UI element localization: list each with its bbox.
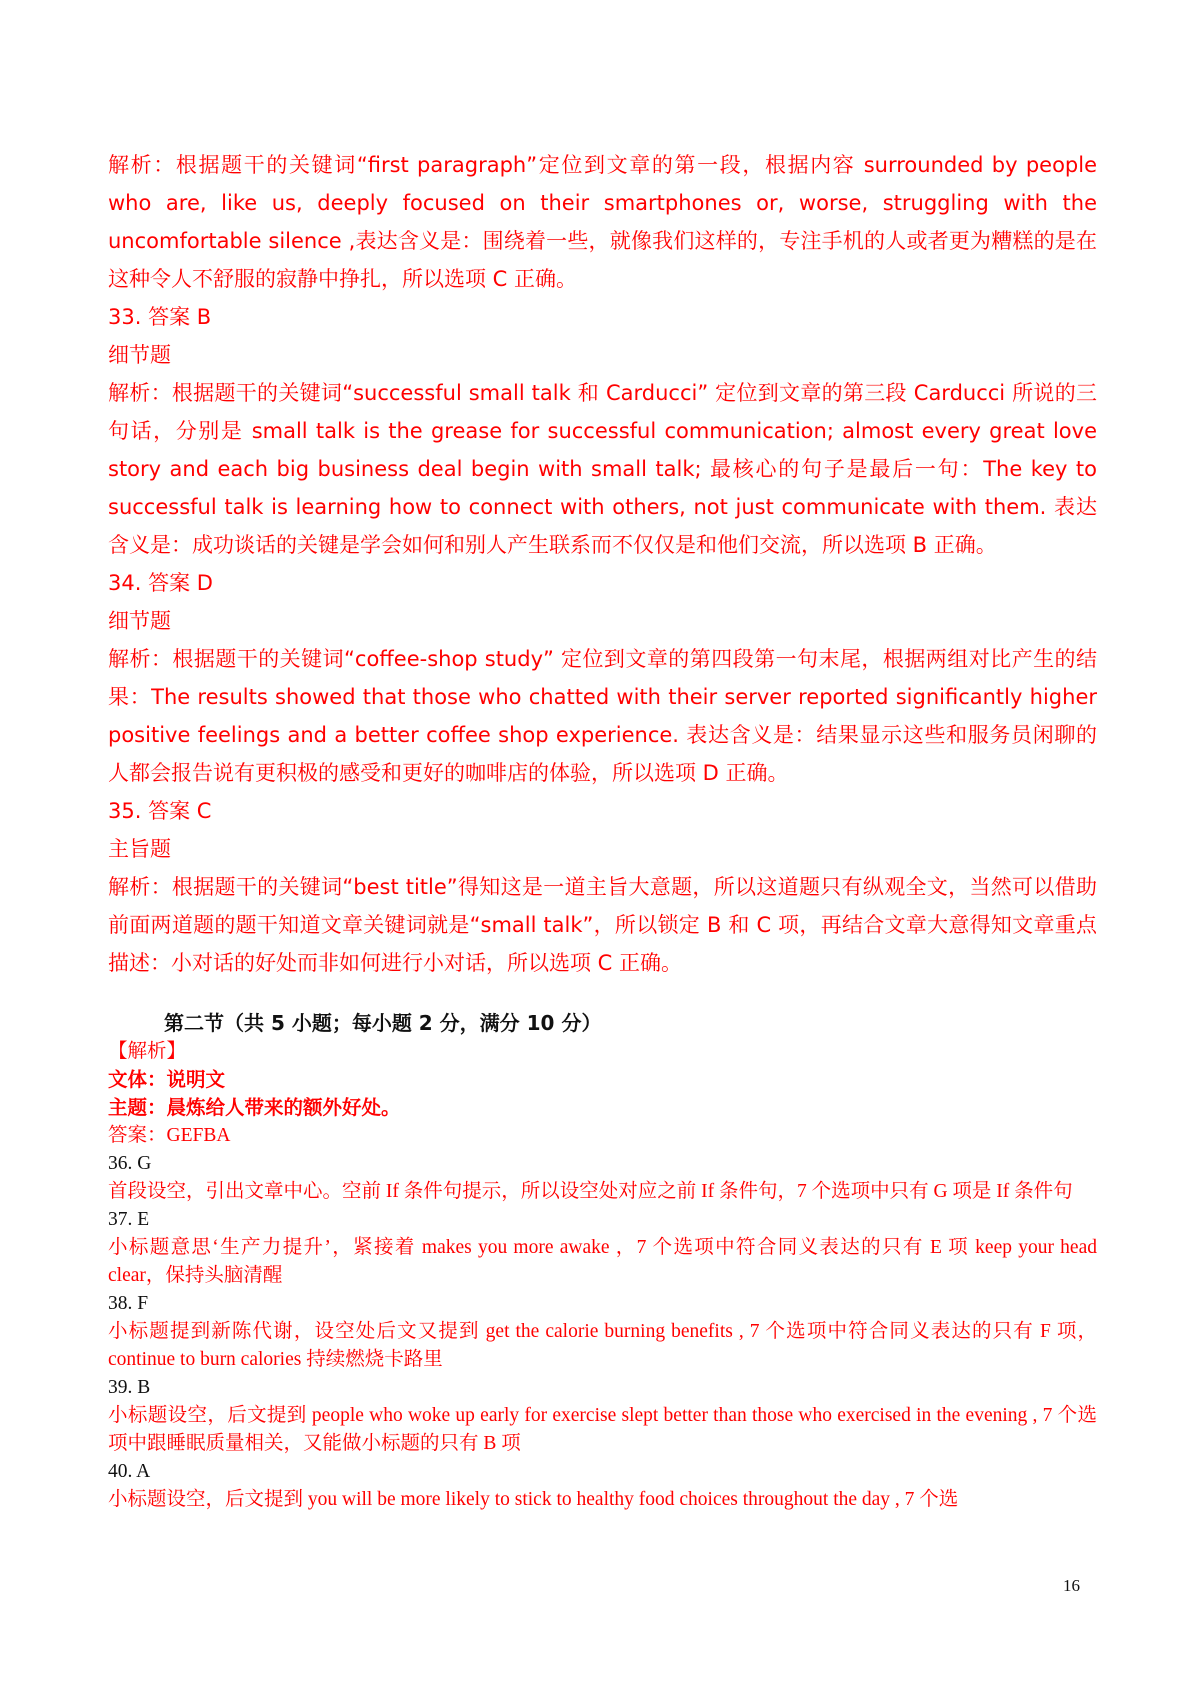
answer-explanations-section-two: [108, 1008, 1097, 1514]
explanation-32: 解析：根据题干的关键词“first paragraph”定位到文章的第一段，根据内容 surrounded by people who are, like us, deeply focused on their smartphones or, worse, struggling with the uncomfortable silence ,表达含义是：围绕着一些，就像我们这样的，专注手机的人或者更为糟糕的是在这种令人不舒服的寂静中挣扎，所以选项 C 正确。: [108, 153, 1097, 291]
answer-33: 33. 答案 B: [108, 305, 212, 329]
section-heading: 第二节（共 5 小题；每小题 2 分，满分 10 分）: [164, 1011, 602, 1035]
explanation-40: 小标题设空，后文提到 you will be more likely to stick to healthy food choices throughout the day , 7 个选: [108, 1489, 959, 1510]
analysis-label: 【解析】: [108, 1041, 187, 1062]
page-content: [108, 146, 1097, 1514]
explanation-35: 解析：根据题干的关键词“best title”得知这是一道主旨大意题，所以这道题只有纵观全文，当然可以借助前面两道题的题干知道文章关键词就是“small talk”，所以锁定 B 和 C 项，再结合文章大意得知文章重点描述：小对话的好处而非如何进行小对话，所以选项 C 正确。: [108, 875, 1097, 975]
explanation-39: 小标题设空，后文提到 people who woke up early for exercise slept better than those who exercised in the evening , 7 个选项中跟睡眠质量相关，又能做小标题的只有 B 项: [108, 1405, 1097, 1454]
answer-36: 36. G: [108, 1153, 152, 1174]
explanation-37: 小标题意思‘生产力提升’，紧接着 makes you more awake ，7 个选项中符合同义表达的只有 E 项 keep your head clear，保持头脑清醒: [108, 1237, 1097, 1286]
question-type-33: 细节题: [108, 343, 171, 367]
answer-explanations-section-one: [108, 146, 1097, 982]
answer-37: 37. E: [108, 1209, 150, 1230]
explanation-38: 小标题提到新陈代谢，设空处后文又提到 get the calorie burning benefits , 7 个选项中符合同义表达的只有 F 项，continue to burn calories 持续燃烧卡路里: [108, 1321, 1097, 1370]
answer-38: 38. F: [108, 1293, 149, 1314]
answer-34: 34. 答案 D: [108, 571, 213, 595]
genre-line: 文体：说明文: [108, 1068, 226, 1091]
question-type-34: 细节题: [108, 609, 171, 633]
explanation-34: 解析：根据题干的关键词“coffee-shop study” 定位到文章的第四段第一句末尾，根据两组对比产生的结果：The results showed that those who chatted with their server reported significantly higher positive feelings and a better coffee shop experience. 表达含义是：结果显示这些和服务员闲聊的人都会报告说有更积极的感受和更好的咖啡店的体验，所以选项 D 正确。: [108, 647, 1097, 785]
page-number: 16: [1063, 1576, 1080, 1595]
explanation-33: 解析：根据题干的关键词“successful small talk 和 Carducci” 定位到文章的第三段 Carducci 所说的三句话，分别是 small talk is the grease for successful communication; almost every great love story and each big business deal begin with small talk; 最核心的句子是最后一句：The key to successful talk is learning how to connect with others, not just communicate with them. 表达含义是：成功谈话的关键是学会如何和别人产生联系而不仅仅是和他们交流，所以选项 B 正确。: [108, 381, 1097, 557]
topic-line: 主题：晨炼给人带来的额外好处。: [108, 1096, 401, 1119]
answer-key-line: 答案：GEFBA: [108, 1125, 231, 1146]
answer-35: 35. 答案 C: [108, 799, 212, 823]
explanation-36: 首段设空，引出文章中心。空前 If 条件句提示，所以设空处对应之前 If 条件句，7 个选项中只有 G 项是 If 条件句: [108, 1181, 1073, 1202]
question-type-35: 主旨题: [108, 837, 171, 861]
answer-40: 40. A: [108, 1461, 151, 1482]
answer-39: 39. B: [108, 1377, 151, 1398]
